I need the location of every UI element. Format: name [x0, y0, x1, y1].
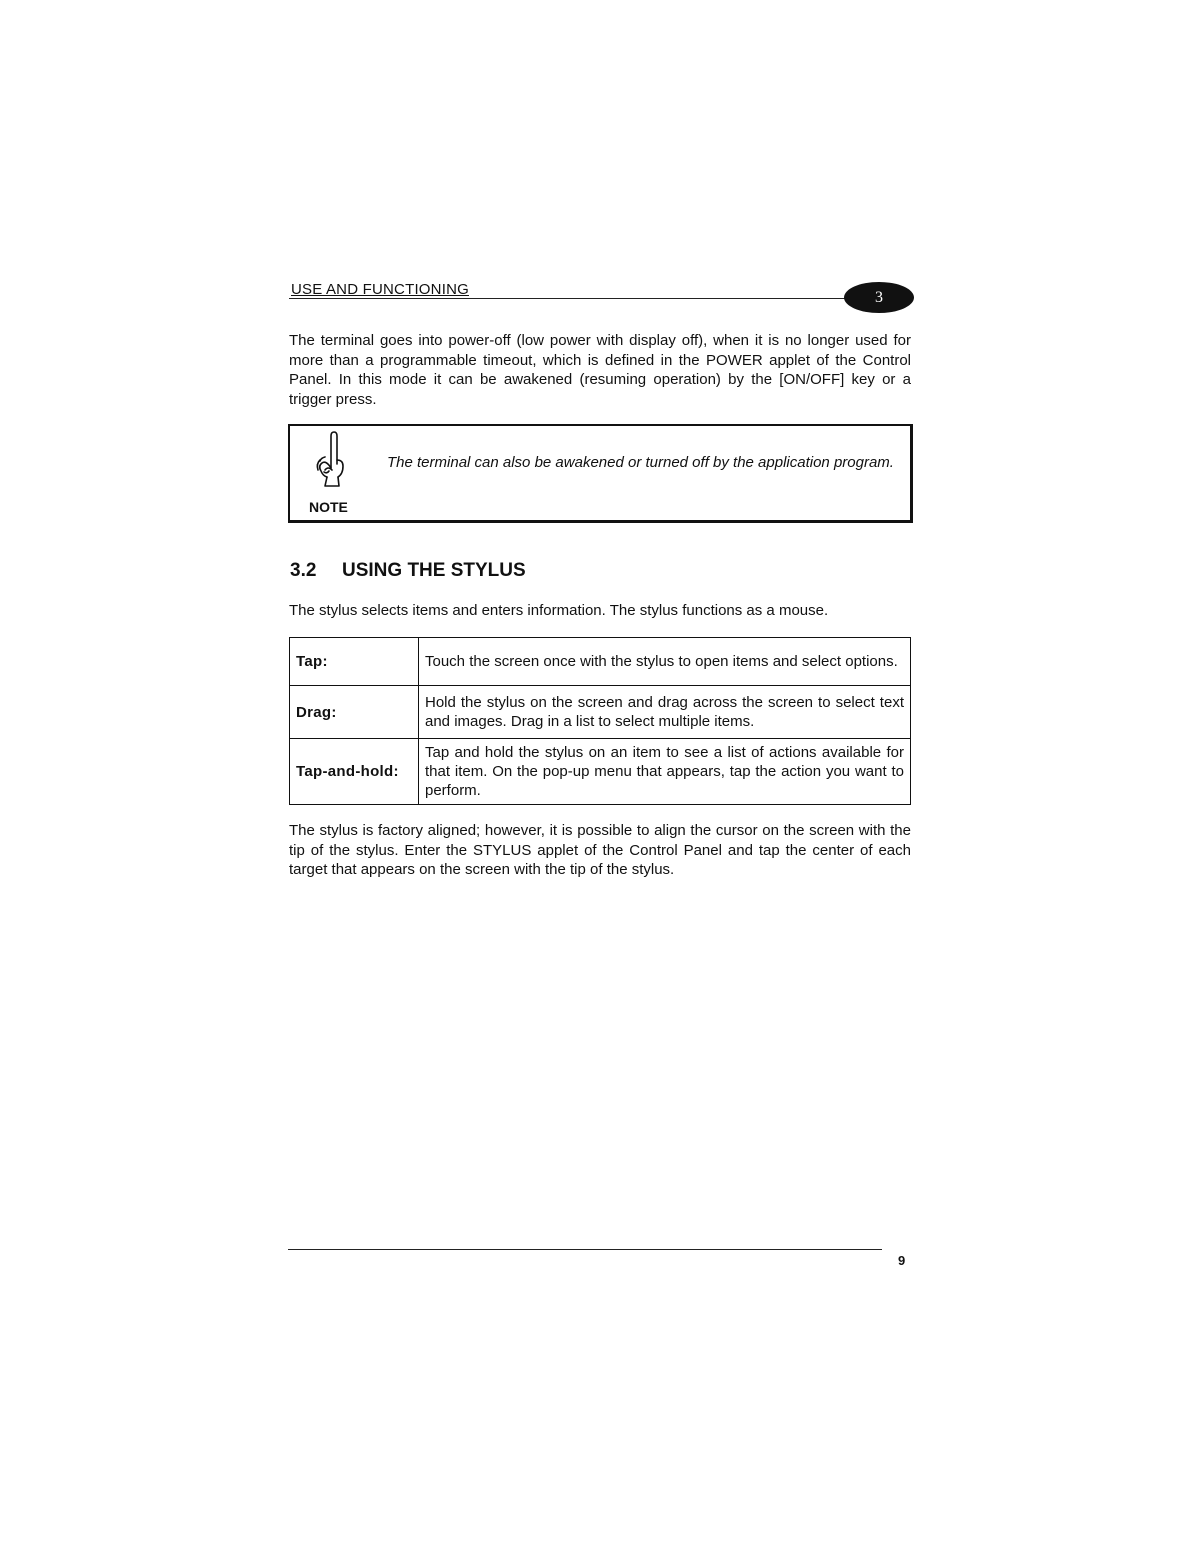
action-term: Tap: [290, 638, 419, 686]
pointing-hand-icon [312, 430, 348, 492]
chapter-badge: 3 [844, 282, 914, 313]
action-description: Hold the stylus on the screen and drag across the screen to select text and images. Drag in a list to select multiple items. [419, 686, 911, 739]
action-term: Tap-and-hold: [290, 739, 419, 805]
table-row [290, 686, 911, 739]
header-title: USE AND FUNCTIONING [291, 281, 469, 298]
section-title: USING THE STYLUS [342, 560, 526, 581]
table-row [290, 739, 911, 805]
section-number: 3.2 [290, 560, 317, 581]
stylus-actions-table [289, 637, 911, 805]
action-description: Tap and hold the stylus on an item to see a list of actions available for that item. On the pop-up menu that appears, tap the action you want to perform. [419, 739, 911, 805]
note-box [288, 424, 913, 523]
action-term: Drag: [290, 686, 419, 739]
note-text: The terminal can also be awakened or turned off by the application program. [387, 454, 894, 471]
page-number: 9 [898, 1253, 906, 1268]
intro-paragraph: The terminal goes into power-off (low power with display off), when it is no longer used for more than a programmable timeout, which is defined in the POWER applet of the Control Panel. In this mode it can be awakened (resuming operation) by the [ON/OFF] key or a trigger press. [289, 332, 911, 408]
alignment-paragraph: The stylus is factory aligned; however, it is possible to align the cursor on the screen with the tip of the stylus. Enter the STYLUS applet of the Control Panel and tap the center of each target that appears on the screen with the tip of the stylus. [289, 822, 911, 878]
section-heading [290, 560, 526, 582]
stylus-intro: The stylus selects items and enters information. The stylus functions as a mouse. [289, 602, 829, 619]
footer-rule [288, 1249, 882, 1250]
table-row [290, 638, 911, 686]
running-header [289, 280, 849, 299]
note-label: NOTE [309, 499, 348, 515]
action-description: Touch the screen once with the stylus to open items and select options. [419, 638, 911, 686]
